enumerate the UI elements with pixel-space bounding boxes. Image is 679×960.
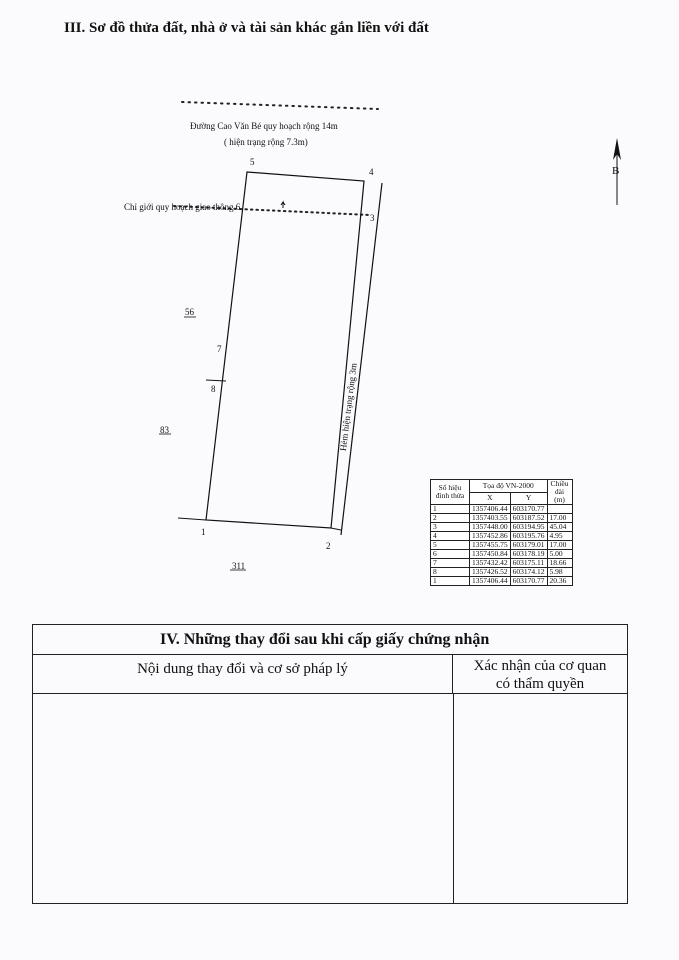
col-header-confirmation [453, 655, 627, 693]
coordinate-cell-len: 17.00 [547, 514, 572, 523]
changes-section [32, 624, 628, 904]
vertex-label-5: 5 [250, 157, 255, 167]
coordinate-cell-len: 5.00 [547, 550, 572, 559]
section-4-title: IV. Những thay đổi sau khi cấp giấy chứng nhận [33, 625, 627, 655]
coordinate-cell-len: 18.66 [547, 559, 572, 568]
coordinate-cell-len: 45.04 [547, 523, 572, 532]
alley-label: Hẻm hiện trạng rộng 3m [337, 362, 359, 452]
header-x: X [470, 492, 511, 505]
coordinate-cell-x: 1357406.44 [470, 577, 511, 586]
vertex-label-7: 7 [217, 344, 222, 354]
vertex-label-1: 1 [201, 527, 206, 537]
coordinate-cell-x: 1357450.84 [470, 550, 511, 559]
neighbor-parcel-83: 83 [160, 425, 169, 435]
coordinate-cell-y: 603194.95 [510, 523, 547, 532]
coordinate-cell-x: 1357455.75 [470, 541, 511, 550]
coordinate-cell-y: 603178.19 [510, 550, 547, 559]
coordinate-cell-id: 1 [431, 505, 470, 514]
coordinate-cell-y: 603175.11 [510, 559, 547, 568]
traffic-boundary-label: Chỉ giới quy hoạch giao thông 6 [124, 202, 241, 212]
col-header-changes: Nội dung thay đổi và cơ sở pháp lý [33, 655, 453, 693]
col-header-confirmation-line2: có thẩm quyền [495, 676, 585, 692]
neighbor-parcel-56: 56 [185, 307, 194, 317]
vertex-label-2: 2 [326, 541, 331, 551]
coordinate-cell-id: 6 [431, 550, 470, 559]
header-vertex: Số hiệu đỉnh thửa [431, 480, 470, 505]
road-label: Đường Cao Văn Bé quy hoạch rộng 14m [190, 121, 338, 131]
coordinate-cell-y: 603174.12 [510, 568, 547, 577]
coordinate-table [430, 479, 573, 586]
vertex-label-8: 8 [211, 384, 216, 394]
header-length: Chiều dài (m) [547, 480, 572, 505]
coordinate-cell-x: 1357452.86 [470, 532, 511, 541]
neighbor-boundary-bottom-right [331, 528, 341, 530]
coordinate-cell-y: 603195.76 [510, 532, 547, 541]
column-divider [453, 693, 454, 903]
road-current-label: ( hiện trạng rộng 7.3m) [224, 137, 308, 147]
coordinate-cell-x: 1357406.44 [470, 505, 511, 514]
coordinate-cell-y: 603170.77 [510, 577, 547, 586]
coordinate-cell-id: 7 [431, 559, 470, 568]
col-header-confirmation-line1: Xác nhận của cơ quan [473, 658, 607, 674]
coordinate-cell-id: 3 [431, 523, 470, 532]
coordinate-cell-y: 603187.52 [510, 514, 547, 523]
north-label: B [612, 165, 620, 177]
coordinate-cell-len: 17.00 [547, 541, 572, 550]
vertex-label-4: 4 [369, 167, 374, 177]
coordinate-cell-x: 1357426.52 [470, 568, 511, 577]
vertex-label-3: 3 [370, 213, 375, 223]
coordinate-cell-id: 5 [431, 541, 470, 550]
neighbor-parcel-311: 311 [232, 561, 246, 571]
coordinate-cell-id: 8 [431, 568, 470, 577]
neighbor-boundary-bottom [178, 518, 206, 520]
coordinate-cell-len: 5.98 [547, 568, 572, 577]
coordinate-cell-len: 4.95 [547, 532, 572, 541]
direction-mark [281, 202, 285, 208]
coordinate-row [431, 577, 573, 586]
header-coordinates: Tọa độ VN-2000 [470, 480, 548, 493]
coordinate-cell-y: 603170.77 [510, 505, 547, 514]
parcel-outline [206, 172, 364, 528]
section-3-title: III. Sơ đồ thửa đất, nhà ở và tài sản khác gắn liền với đất [64, 20, 429, 36]
coordinate-cell-id: 4 [431, 532, 470, 541]
coordinate-cell-y: 603179.01 [510, 541, 547, 550]
road-planning-line [182, 102, 378, 109]
coordinate-cell-x: 1357432.42 [470, 559, 511, 568]
coordinate-cell-id: 1 [431, 577, 470, 586]
coordinate-cell-id: 2 [431, 514, 470, 523]
header-y: Y [510, 492, 547, 505]
coordinate-cell-x: 1357403.55 [470, 514, 511, 523]
coordinate-cell-x: 1357448.00 [470, 523, 511, 532]
coordinate-cell-len: 20.36 [547, 577, 572, 586]
